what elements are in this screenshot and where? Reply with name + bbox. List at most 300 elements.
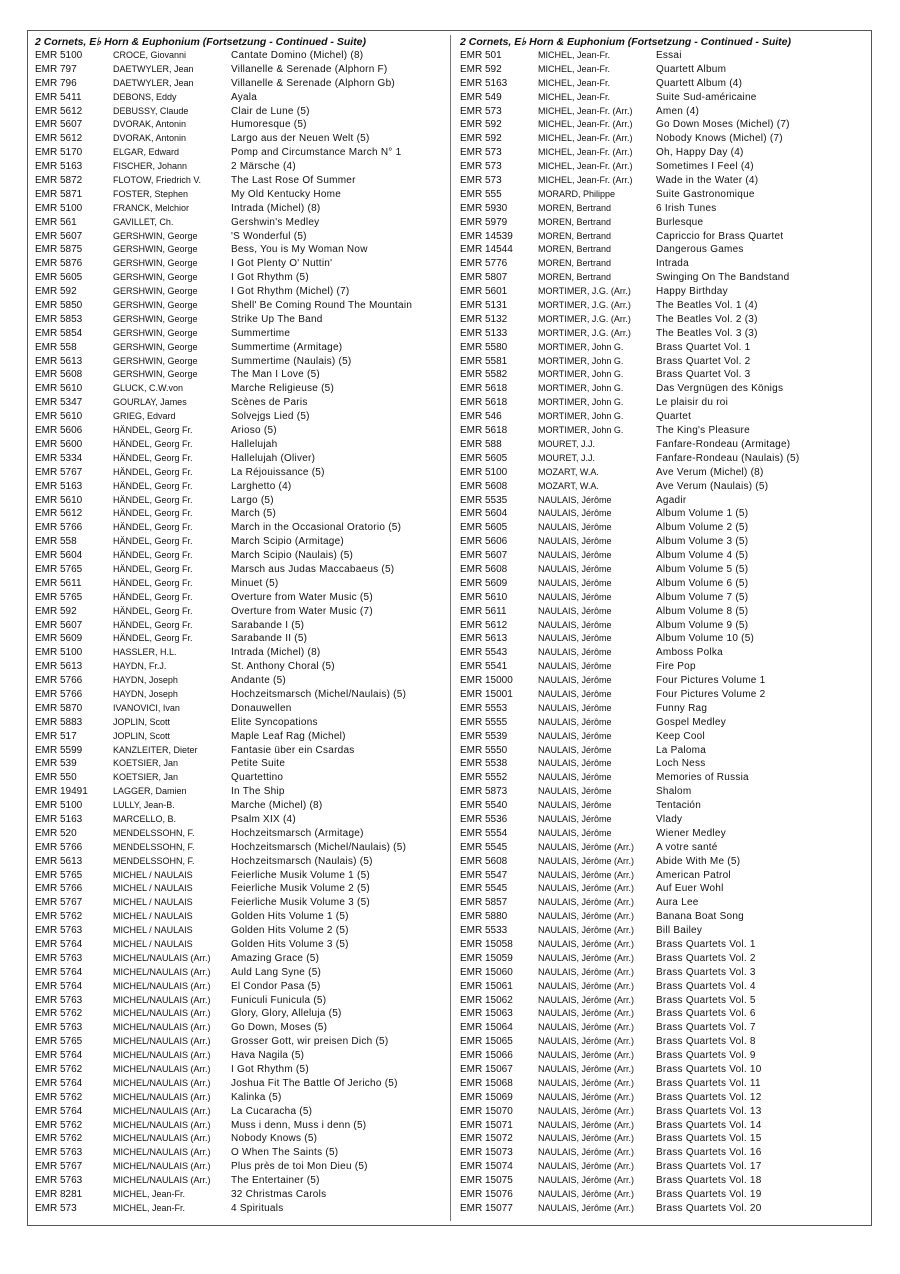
work-title: Intrada (656, 258, 689, 270)
catalog-entry (35, 1132, 445, 1146)
catalog-entry (35, 882, 445, 896)
catalog-entry (460, 744, 865, 758)
composer: MICHEL/NAULAIS (Arr.) (113, 1133, 211, 1144)
work-title: Happy Birthday (656, 286, 728, 298)
catalog-number: EMR 5608 (460, 855, 508, 867)
composer: MOURET, J.J. (538, 438, 596, 449)
catalog-entry (460, 160, 865, 174)
catalog-entry (35, 202, 445, 216)
catalog-number: EMR 520 (35, 827, 77, 839)
catalog-number: EMR 15069 (460, 1091, 513, 1103)
catalog-entry (35, 952, 445, 966)
catalog-entry (35, 63, 445, 77)
composer: MOURET, J.J. (538, 452, 596, 463)
catalog-entry (35, 382, 445, 396)
composer: NAULAIS, Jérôme (Arr.) (538, 1175, 635, 1186)
work-title: Keep Cool (656, 730, 705, 742)
catalog-entry (35, 174, 445, 188)
catalog-number: EMR 5533 (460, 925, 508, 937)
composer: NAULAIS, Jérôme (Arr.) (538, 1036, 635, 1047)
work-title: Brass Quartets Vol. 3 (656, 966, 756, 978)
catalog-entry (35, 521, 445, 535)
work-title: Petite Suite (231, 758, 286, 770)
work-title: Summertime (Armitage) (231, 341, 343, 353)
work-title: Brass Quartet Vol. 3 (656, 369, 751, 381)
column-heading: 2 Cornets, E♭ Horn & Euphonium (Fortsetzung - Continued - Suite) (460, 36, 792, 48)
catalog-entry (460, 882, 865, 896)
composer: MICHEL, Jean-Fr. (Arr.) (538, 119, 633, 130)
work-title: Brass Quartets Vol. 20 (656, 1202, 762, 1214)
catalog-number: EMR 5765 (35, 591, 83, 603)
composer: NAULAIS, Jérôme (538, 647, 612, 658)
composer: HÄNDEL, Georg Fr. (113, 550, 193, 561)
catalog-entry (460, 1202, 865, 1216)
work-title: Brass Quartets Vol. 2 (656, 952, 756, 964)
work-title: My Old Kentucky Home (231, 188, 342, 200)
catalog-entry (460, 938, 865, 952)
catalog-entry (35, 480, 445, 494)
catalog-number: EMR 5607 (35, 619, 83, 631)
catalog-number: EMR 5776 (460, 258, 508, 270)
work-title: March (5) (231, 508, 277, 520)
catalog-entry (460, 188, 865, 202)
composer: NAULAIS, Jérôme (538, 619, 612, 630)
catalog-entry (35, 243, 445, 257)
catalog-entry (35, 188, 445, 202)
catalog-list (35, 49, 445, 1216)
catalog-number: EMR 5605 (35, 272, 83, 284)
work-title: Joshua Fit The Battle Of Jericho (5) (231, 1077, 398, 1089)
composer: NAULAIS, Jérôme (Arr.) (538, 939, 635, 949)
work-title: I Got Rhythm (5) (231, 1064, 309, 1076)
work-title: Solvejgs Lied (5) (231, 411, 310, 423)
composer: NAULAIS, Jérôme (538, 772, 612, 783)
catalog-number: EMR 5547 (460, 869, 508, 881)
composer: MOREN, Bertrand (538, 202, 612, 213)
catalog-number: EMR 15076 (460, 1189, 513, 1201)
work-title: Psalm XIX (4) (231, 813, 296, 825)
composer: MICHEL, Jean-Fr. (113, 1202, 186, 1213)
catalog-number: EMR 5552 (460, 772, 508, 784)
work-title: Brass Quartets Vol. 8 (656, 1036, 756, 1048)
work-title: Intrada (Michel) (8) (231, 202, 321, 214)
catalog-entry (460, 1091, 865, 1105)
composer: MENDELSSOHN, F. (113, 855, 195, 866)
catalog-entry (460, 382, 865, 396)
catalog-number: EMR 15073 (460, 1147, 513, 1159)
catalog-entry (460, 757, 865, 771)
catalog-entry (35, 896, 445, 910)
catalog-entry (35, 216, 445, 230)
catalog-entry (460, 896, 865, 910)
composer: GERSHWIN, George (113, 230, 198, 241)
catalog-number: EMR 555 (460, 188, 502, 200)
work-title: Bess, You is My Woman Now (231, 244, 368, 256)
catalog-entry (460, 1021, 865, 1035)
work-title: Elite Syncopations (231, 716, 318, 728)
composer: MORTIMER, John G. (538, 411, 624, 422)
catalog-number: EMR 5610 (460, 591, 508, 603)
catalog-entry (460, 577, 865, 591)
composer: MICHEL/NAULAIS (Arr.) (113, 980, 211, 991)
catalog-number: EMR 5880 (460, 911, 508, 923)
catalog-entry (35, 313, 445, 327)
catalog-number: EMR 15060 (460, 966, 513, 978)
catalog-number: EMR 5766 (35, 841, 83, 853)
work-title: 32 Christmas Carols (231, 1189, 327, 1201)
work-title: Marsch aus Judas Maccabaeus (5) (231, 563, 395, 575)
catalog-entry (35, 91, 445, 105)
catalog-entry (35, 605, 445, 619)
composer: MORTIMER, John G. (538, 397, 624, 408)
catalog-number: EMR 5613 (460, 633, 508, 645)
composer: MORTIMER, John G. (538, 355, 624, 366)
catalog-number: EMR 5604 (35, 550, 83, 562)
work-title: March in the Occasional Oratorio (5) (231, 522, 402, 534)
composer: MICHEL/NAULAIS (Arr.) (113, 1161, 211, 1172)
catalog-entry (35, 841, 445, 855)
composer: NAULAIS, Jérôme (Arr.) (538, 1189, 635, 1200)
composer: MICHEL, Jean-Fr. (538, 91, 611, 102)
work-title: Fanfare-Rondeau (Armitage) (656, 438, 791, 450)
work-title: Oh, Happy Day (4) (656, 147, 744, 159)
catalog-entry (460, 230, 865, 244)
composer: MICHEL/NAULAIS (Arr.) (113, 1077, 211, 1088)
catalog-entry (35, 549, 445, 563)
composer: HÄNDEL, Georg Fr. (113, 508, 193, 519)
composer: MICHEL/NAULAIS (Arr.) (113, 1119, 211, 1130)
catalog-number: EMR 5608 (460, 480, 508, 492)
work-title: Brass Quartets Vol. 16 (656, 1147, 762, 1159)
catalog-number: EMR 573 (460, 175, 502, 187)
catalog-entry (460, 396, 865, 410)
catalog-entry (460, 716, 865, 730)
catalog-entry (35, 744, 445, 758)
work-title: Pomp and Circumstance March N° 1 (231, 147, 402, 159)
work-title: Sarabande I (5) (231, 619, 305, 631)
catalog-entry (460, 146, 865, 160)
work-title: Hallelujah (Oliver) (231, 452, 316, 464)
composer: LULLY, Jean-B. (113, 800, 175, 811)
work-title: I Got Plenty O' Nuttin' (231, 258, 333, 270)
catalog-number: EMR 5580 (460, 341, 508, 353)
work-title: Hava Nagila (5) (231, 1050, 305, 1062)
catalog-number: EMR 592 (460, 119, 502, 131)
catalog-number: EMR 5762 (35, 1133, 83, 1145)
composer: HÄNDEL, Georg Fr. (113, 466, 193, 477)
composer: HÄNDEL, Georg Fr. (113, 452, 193, 463)
composer: NAULAIS, Jérôme (538, 550, 612, 561)
work-title: Grosser Gott, wir preisen Dich (5) (231, 1036, 389, 1048)
work-title: Sarabande II (5) (231, 633, 308, 645)
work-title: Brass Quartets Vol. 15 (656, 1133, 762, 1145)
work-title: O When The Saints (5) (231, 1147, 339, 1159)
catalog-entry (460, 1119, 865, 1133)
work-title: Shalom (656, 786, 692, 798)
work-title: Four Pictures Volume 1 (656, 675, 766, 687)
catalog-number: EMR 5871 (35, 188, 83, 200)
composer: NAULAIS, Jérôme (Arr.) (538, 855, 635, 866)
work-title: Agadir (656, 494, 687, 506)
composer: MICHEL, Jean-Fr. (538, 50, 611, 60)
composer: NAULAIS, Jérôme (Arr.) (538, 883, 635, 894)
composer: DVORAK, Antonin (113, 119, 187, 130)
composer: NAULAIS, Jérôme (Arr.) (538, 897, 635, 908)
catalog-entry (460, 1063, 865, 1077)
composer: GAVILLET, Ch. (113, 216, 174, 227)
composer: GERSHWIN, George (113, 272, 198, 283)
work-title: I Got Rhythm (5) (231, 272, 309, 284)
work-title: Arioso (5) (231, 425, 277, 437)
work-title: Brass Quartets Vol. 4 (656, 980, 756, 992)
catalog-entry (460, 1007, 865, 1021)
composer: KOETSIER, Jan (113, 772, 179, 783)
work-title: A votre santé (656, 841, 718, 853)
catalog-entry (460, 174, 865, 188)
composer: NAULAIS, Jérôme (Arr.) (538, 869, 635, 880)
composer: MICHEL, Jean-Fr. (113, 1189, 186, 1200)
catalog-number: EMR 15000 (460, 675, 513, 687)
work-title: Vlady (656, 813, 683, 825)
work-title: Ave Verum (Michel) (8) (656, 466, 764, 478)
catalog-number: EMR 5535 (460, 494, 508, 506)
catalog-number: EMR 5766 (35, 675, 83, 687)
catalog-entry (460, 827, 865, 841)
catalog-number: EMR 5762 (35, 1008, 83, 1020)
catalog-number: EMR 5613 (35, 855, 83, 867)
catalog-number: EMR 797 (35, 63, 77, 75)
catalog-entry (35, 1049, 445, 1063)
catalog-entry (35, 577, 445, 591)
catalog-number: EMR 5133 (460, 327, 508, 339)
catalog-entry (35, 1007, 445, 1021)
catalog-entry (460, 841, 865, 855)
composer: HÄNDEL, Georg Fr. (113, 577, 193, 588)
composer: FLOTOW, Friedrich V. (113, 175, 202, 186)
catalog-number: EMR 5100 (460, 466, 508, 478)
work-title: Auld Lang Syne (5) (231, 966, 322, 978)
work-title: Golden Hits Volume 1 (5) (231, 911, 349, 923)
catalog-entry (35, 507, 445, 521)
composer: NAULAIS, Jérôme (538, 813, 612, 824)
catalog-entry (35, 535, 445, 549)
composer: MORTIMER, J.G. (Arr.) (538, 313, 631, 324)
catalog-number: EMR 561 (35, 216, 77, 228)
catalog-number: EMR 5170 (35, 147, 83, 159)
work-title: Hochzeitsmarsch (Michel/Naulais) (5) (231, 688, 407, 700)
work-title: Suite Gastronomique (656, 188, 755, 200)
catalog-entry (460, 410, 865, 424)
catalog-entry (35, 563, 445, 577)
composer: MICHEL/NAULAIS (Arr.) (113, 1175, 211, 1186)
catalog-number: EMR 5541 (460, 661, 508, 673)
catalog-entry (460, 591, 865, 605)
catalog-number: EMR 5762 (35, 911, 83, 923)
composer: NAULAIS, Jérôme (538, 661, 612, 672)
catalog-entry (35, 1174, 445, 1188)
work-title: Villanelle & Serenade (Alphorn Gb) (231, 77, 395, 89)
catalog-number: EMR 15068 (460, 1077, 513, 1089)
catalog-entry (35, 785, 445, 799)
catalog-entry (460, 91, 865, 105)
composer: FRANCK, Melchior (113, 202, 190, 213)
catalog-entry (35, 410, 445, 424)
composer: MARCELLO, B. (113, 813, 177, 824)
catalog-number: EMR 5163 (35, 813, 83, 825)
work-title: Largo (5) (231, 494, 274, 506)
work-title: Amboss Polka (656, 647, 723, 659)
catalog-entry (35, 619, 445, 633)
catalog-entry (35, 660, 445, 674)
catalog-number: EMR 5608 (35, 369, 83, 381)
composer: MENDELSSOHN, F. (113, 841, 195, 852)
catalog-entry (460, 605, 865, 619)
catalog-number: EMR 5762 (35, 1119, 83, 1131)
catalog-number: EMR 5607 (35, 230, 83, 242)
work-title: Shell' Be Coming Round The Mountain (231, 300, 413, 312)
catalog-number: EMR 14544 (460, 244, 513, 256)
catalog-entry (460, 994, 865, 1008)
composer: GERSHWIN, George (113, 369, 198, 380)
catalog-entry (460, 63, 865, 77)
catalog-number: EMR 15064 (460, 1022, 513, 1034)
composer: NAULAIS, Jérôme (Arr.) (538, 994, 635, 1005)
catalog-column-left (35, 35, 445, 1216)
work-title: Marche Religieuse (5) (231, 383, 335, 395)
catalog-number: EMR 5554 (460, 827, 508, 839)
catalog-entry (35, 646, 445, 660)
composer: NAULAIS, Jérôme (Arr.) (538, 925, 635, 936)
work-title: 2 Märsche (4) (231, 161, 296, 173)
composer: GERSHWIN, George (113, 341, 198, 352)
catalog-number: EMR 5872 (35, 175, 83, 187)
composer: NAULAIS, Jérôme (538, 827, 612, 838)
catalog-number: EMR 5553 (460, 702, 508, 714)
composer: NAULAIS, Jérôme (Arr.) (538, 1147, 635, 1158)
work-title: Amen (4) (656, 105, 700, 117)
catalog-number: EMR 5536 (460, 813, 508, 825)
catalog-entry (460, 1049, 865, 1063)
work-title: March Scipio (Armitage) (231, 536, 345, 548)
composer: HÄNDEL, Georg Fr. (113, 563, 193, 574)
work-title: American Patrol (656, 869, 731, 881)
catalog-number: EMR 5605 (460, 522, 508, 534)
catalog-number: EMR 549 (460, 91, 502, 103)
composer: NAULAIS, Jérôme (Arr.) (538, 1091, 635, 1102)
catalog-entry (460, 216, 865, 230)
catalog-number: EMR 592 (35, 286, 77, 298)
composer: MICHEL / NAULAIS (113, 911, 193, 922)
catalog-number: EMR 5767 (35, 466, 83, 478)
work-title: Brass Quartets Vol. 13 (656, 1105, 762, 1117)
composer: GRIEG, Edvard (113, 411, 176, 422)
work-title: Auf Euer Wohl (656, 883, 724, 895)
composer: NAULAIS, Jérôme (538, 758, 612, 769)
catalog-number: EMR 5873 (460, 786, 508, 798)
catalog-entry (460, 910, 865, 924)
catalog-number: EMR 5539 (460, 730, 508, 742)
catalog-number: EMR 5765 (35, 869, 83, 881)
catalog-number: EMR 5601 (460, 286, 508, 298)
catalog-number: EMR 592 (35, 605, 77, 617)
catalog-number: EMR 5555 (460, 716, 508, 728)
catalog-entry (460, 813, 865, 827)
catalog-number: EMR 15065 (460, 1036, 513, 1048)
work-title: Muss i denn, Muss i denn (5) (231, 1119, 367, 1131)
catalog-entry (35, 813, 445, 827)
composer: MICHEL/NAULAIS (Arr.) (113, 1064, 211, 1075)
composer: HÄNDEL, Georg Fr. (113, 619, 193, 630)
catalog-number: EMR 5608 (460, 563, 508, 575)
catalog-number: EMR 5870 (35, 702, 83, 714)
catalog-number: EMR 5930 (460, 202, 508, 214)
work-title: Banana Boat Song (656, 911, 744, 923)
composer: NAULAIS, Jérôme (538, 800, 612, 811)
composer: MICHEL, Jean-Fr. (Arr.) (538, 105, 633, 116)
work-title: Album Volume 8 (5) (656, 605, 749, 617)
work-title: Overture from Water Music (7) (231, 605, 373, 617)
composer: IVANOVICI, Ivan (113, 702, 180, 713)
work-title: 4 Spirituals (231, 1202, 284, 1214)
work-title: Ayala (231, 91, 258, 103)
work-title: Funiculi Funicula (5) (231, 994, 327, 1006)
work-title: Clair de Lune (5) (231, 105, 310, 117)
work-title: Album Volume 9 (5) (656, 619, 749, 631)
work-title: Feierliche Musik Volume 1 (5) (231, 869, 370, 881)
composer: GOURLAY, James (113, 397, 187, 408)
work-title: Strike Up The Band (231, 313, 323, 325)
catalog-entry (35, 160, 445, 174)
catalog-number: EMR 5876 (35, 258, 83, 270)
work-title: Quartet (656, 411, 692, 423)
catalog-number: EMR 558 (35, 536, 77, 548)
composer: HÄNDEL, Georg Fr. (113, 425, 193, 436)
composer: HÄNDEL, Georg Fr. (113, 633, 193, 644)
catalog-number: EMR 573 (460, 105, 502, 117)
work-title: Glory, Glory, Alleluja (5) (231, 1008, 342, 1020)
work-title: Dangerous Games (656, 244, 744, 256)
catalog-number: EMR 5854 (35, 327, 83, 339)
work-title: March Scipio (Naulais) (5) (231, 550, 354, 562)
catalog-number: EMR 5765 (35, 563, 83, 575)
work-title: The Last Rose Of Summer (231, 175, 356, 187)
catalog-entry (35, 368, 445, 382)
composer: MICHEL / NAULAIS (113, 897, 193, 908)
work-title: Larghetto (4) (231, 480, 292, 492)
composer: NAULAIS, Jérôme (538, 633, 612, 644)
work-title: Brass Quartets Vol. 5 (656, 994, 756, 1006)
work-title: Album Volume 3 (5) (656, 536, 749, 548)
catalog-entry (460, 563, 865, 577)
composer: MICHEL, Jean-Fr. (Arr.) (538, 147, 633, 158)
catalog-number: EMR 5581 (460, 355, 508, 367)
composer: MICHEL/NAULAIS (Arr.) (113, 994, 211, 1005)
work-title: Amazing Grace (5) (231, 952, 320, 964)
work-title: Summertime (231, 327, 291, 339)
composer: MICHEL, Jean-Fr. (Arr.) (538, 161, 633, 172)
composer: NAULAIS, Jérôme (538, 688, 612, 699)
work-title: 6 Irish Tunes (656, 202, 717, 214)
catalog-number: EMR 5763 (35, 952, 83, 964)
work-title: Brass Quartets Vol. 17 (656, 1161, 762, 1173)
catalog-number: EMR 5763 (35, 1175, 83, 1187)
catalog-entry (35, 132, 445, 146)
catalog-number: EMR 5605 (460, 452, 508, 464)
work-title: Brass Quartets Vol. 14 (656, 1119, 762, 1131)
composer: MICHEL/NAULAIS (Arr.) (113, 1022, 211, 1033)
work-title: Album Volume 7 (5) (656, 591, 749, 603)
catalog-number: EMR 5545 (460, 841, 508, 853)
